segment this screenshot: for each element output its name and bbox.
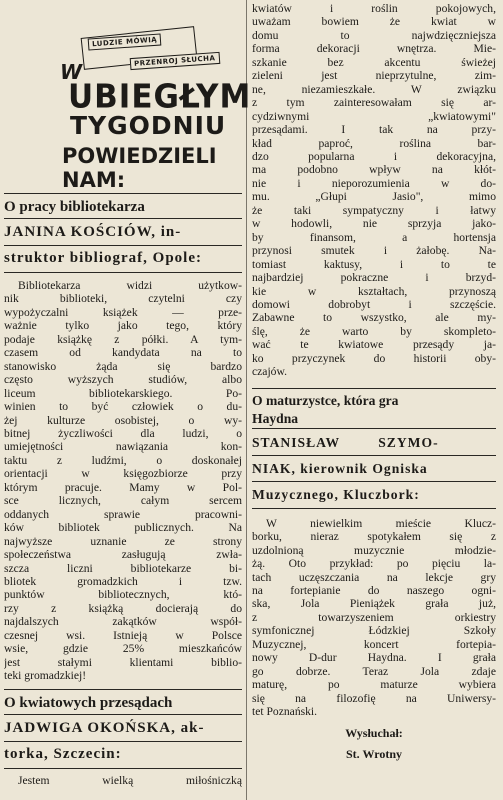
text-line: wsie, gdzie 25% mieszkańców [4,642,242,656]
text-line: zieleni jest nieprzytulne, zim- [252,69,496,83]
text-line: mu. „Głupi Jasio", mimo [252,190,496,204]
text-line: domu to najwdzięczniejsza [252,28,496,42]
text-line: orientacji w księgozbiorze przy [4,467,242,481]
byline [4,218,242,273]
text-line: nowy D-dur Haydna. I grała [252,651,496,665]
masthead-line-2: TYGODNIU [70,111,227,140]
masthead-tag-1: LUDZIE MÓWIĄ [88,33,162,50]
byline-line: NIAK, kierownik Ogniska [252,456,496,482]
text-line: czasem od kandydata na to [4,346,242,360]
text-line: ważnie tylko jako tego, który [4,319,242,333]
text-line: najbardziej pokraczne i brzyd- [252,271,496,285]
text-line: ko przyczynek do historii oby- [252,351,496,365]
byline [4,714,242,769]
text-line: że taki sympatyczny i łatwy [252,203,496,217]
masthead-w: W [60,60,83,84]
text-line: jest stałymi klientami biblio- [4,655,242,669]
text-line: z tym zainteresowałam się ar- [252,96,496,110]
text-line: oddanych sprawie pracowni- [4,507,242,521]
masthead-tag-2: PRZENROJ SŁUCHA [130,52,220,70]
section-library [4,193,242,683]
text-line: którym pracuje. Mamy w Pol- [4,480,242,494]
section-rule [4,193,242,194]
text-line: z towarzyszeniem orkiestry [252,610,496,624]
masthead [4,0,252,192]
text-line: Zabawne to wszystko, ale my- [252,311,496,325]
right-column [252,0,496,762]
left-column [4,0,252,787]
text-line: nik biblioteki, czytelni czy [4,292,242,306]
credit-name: St. Wrotny [345,747,402,762]
text-line: uzdolnioną muzycznie młodzie- [252,543,496,557]
text-line: czajów. [252,365,287,379]
text-line: ska, Jola Pieniążek grała już, [252,597,496,611]
text-line: Bibliotekarza widzi użytkow- [18,279,242,292]
text-line: dzo popularna i dekoracyjna, [252,149,496,163]
text-line: podaje książkę z półki. A tym- [4,332,242,346]
masthead-line-4: NAM: [62,168,126,192]
text-line: najdalszych zakątków współ- [4,615,242,629]
text-line: symfonicznej Łódzkiej Szkoły [252,624,496,638]
text-line: by finansom, a hortensja [252,230,496,244]
text-line: maturę, po maturze wybiera [252,678,496,692]
text-line: kład paproć, roślina bar- [252,136,496,150]
section-rule [252,388,496,389]
text-line: Jestem wielką miłośniczką [18,773,242,787]
article-body-continued [252,2,496,379]
text-line: tomiast kaktusy, i to te [252,257,496,271]
text-line: szkanie bez akcentu świeżej [252,55,496,69]
text-line: szcza liczni bibliotekarze bi- [4,561,242,575]
byline [252,428,496,509]
text-line: przesądami. I tak na przy- [252,123,496,137]
text-line: społeczeństwa zasługują zwła- [4,548,242,562]
section-flowers [4,689,242,787]
text-line: żej kulturze osobistej, o wy- [4,413,242,427]
text-line: taktu z ludźmi, o doskonałej [4,453,242,467]
text-line: tach uczęszczania na lekcje gry [252,570,496,584]
column-divider [246,0,247,800]
text-line: kwiatów i roślin pokojowych, [252,2,496,15]
text-line: często wyższych studiów, albo [4,373,242,387]
text-line: cydziwnymi „kwiatowymi" [252,109,496,123]
masthead-line-3: POWIEDZIELI [62,144,217,168]
section-title: O kwiatowych przesądach [4,694,173,711]
text-line: ków bibliotek publicznych. Na [4,521,242,535]
text-line: żą. Oto przykład: po pięciu la- [252,557,496,571]
byline-line: torka, Szczecin: [4,745,122,762]
text-line: rzy z książką docierają do [4,601,242,615]
text-line: na fortepianie do naszego ogni- [252,583,496,597]
text-line: punktów bibliotecznych, któ- [4,588,242,602]
text-line: ne, niezamieszkałe. W związku [252,82,496,96]
text-line: przynosi smutek i żałobę. Na- [252,244,496,258]
text-line: wać te kwiatowe przesądy ja- [252,338,496,352]
text-line: wypożyczalni książek — prze- [4,305,242,319]
section-music [252,388,496,763]
text-line: uważam bowiem że kwiat w [252,15,496,29]
article-body [4,774,242,787]
text-line: bitnej życzliwości dla ludzi, o [4,426,242,440]
text-line: ślę, że warto by skompleto- [252,324,496,338]
section-title: O pracy bibliotekarza [4,199,145,215]
text-line: najwyższe uznanie ze strony [4,534,242,548]
masthead-line-1: UBIEGŁYM [68,78,252,116]
text-line: sce licznych, całym sercem [4,494,242,508]
credit-label: Wysłuchał: [345,726,403,741]
text-line: w hodowli, nie sprzyja jako- [252,217,496,231]
byline-line: JADWIGA OKOŃSKA, ak- [4,716,242,742]
section-title: Haydna [252,410,299,426]
article-body [4,279,242,683]
text-line: winien to być człowiek o du- [4,400,242,414]
text-line: go dobrze. Teraz Jola zdaje [252,664,496,678]
text-line: forma dekoracji wnętrza. Mie- [252,42,496,56]
byline-line: struktor bibliograf, Opole: [4,250,202,266]
text-line: borku, nieraz spotykałem się z [252,530,496,544]
byline-line: STANISŁAW SZYMO- [252,430,496,456]
text-line: ma podobno wpływ na kłót- [252,163,496,177]
text-line: umiejętności nawiązania kon- [4,440,242,454]
text-line: kie w kształtach, przynoszą [252,284,496,298]
text-line: W niewielkim mieście Klucz- [266,516,496,530]
text-line: nie i nieporozumienia w do- [252,176,496,190]
text-line: stanowisko żąda się bardzo [4,359,242,373]
section-rule [4,689,242,690]
text-line: tet Poznański. [252,705,318,719]
article-body [252,517,496,719]
text-line: bliotek gromadzkich i tzw. [4,574,242,588]
byline-line: Muzycznego, Kluczbork: [252,486,420,502]
text-line: liceum bibliotekarskiego. Po- [4,386,242,400]
section-title: O maturzystce, która gra [252,392,399,408]
byline-line: JANINA KOŚCIÓW, in- [4,220,242,246]
text-line: czesnej wsi. Istnieją w Polsce [4,628,242,642]
text-line: się na filozofię na Uniwersy- [252,691,496,705]
text-line: teki gromadzkiej! [4,669,87,683]
text-line: Muzycznej, koncert fortepia- [252,637,496,651]
text-line: domowi dobrobyt i szczęście. [252,297,496,311]
